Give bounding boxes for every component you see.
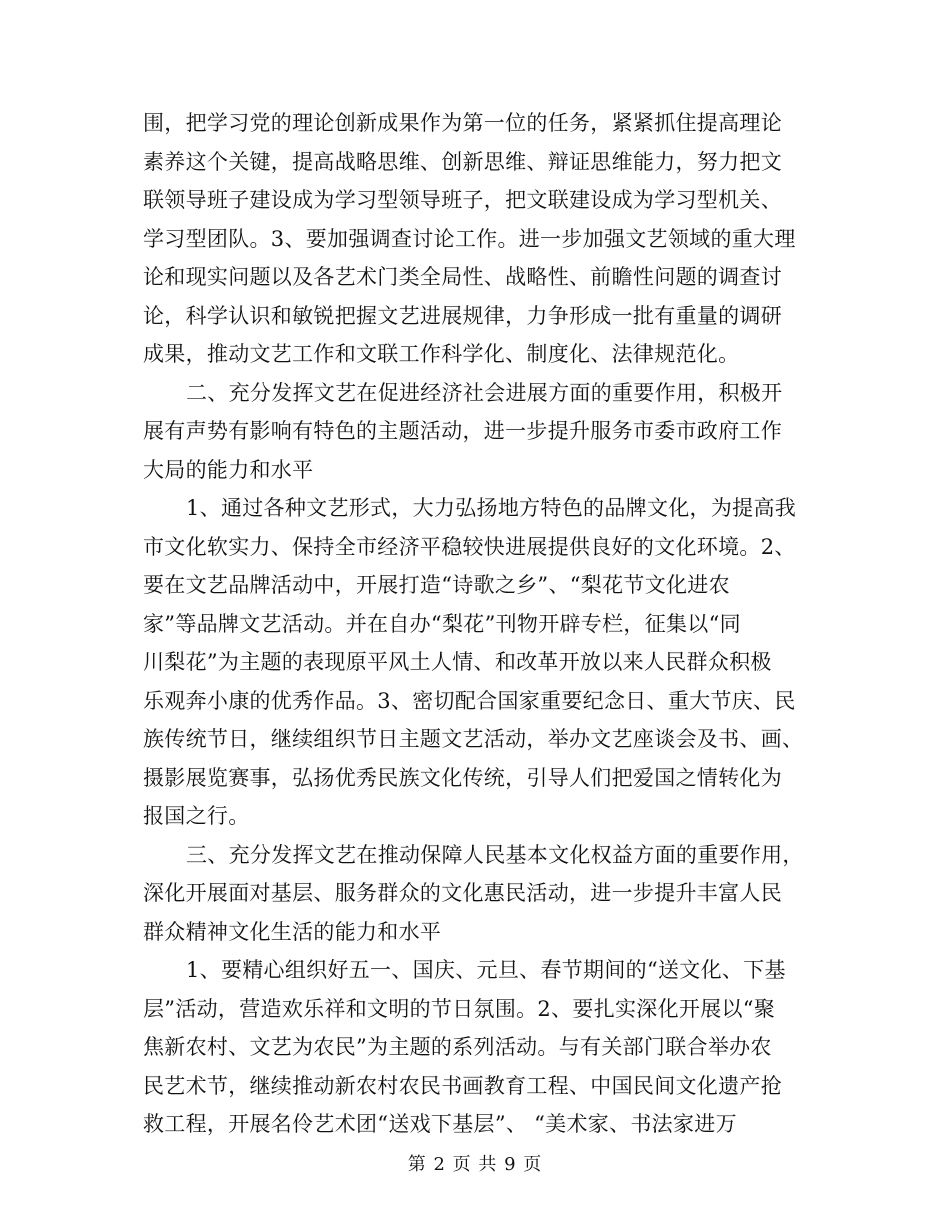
- section-heading-line: 三、充分发挥文艺在推动保障人民基本文化权益方面的重要作用，: [186, 842, 804, 867]
- section-heading-line: 展有声势有影响有特色的主题活动，进一步提升服务市委市政府工作: [143, 419, 782, 443]
- text-line: 族传统节日，继续组织节日主题文艺活动，举办文艺座谈会及书、画、: [143, 727, 804, 751]
- section-heading-line: 深化开展面对基层、服务群众的文化惠民活动，进一步提升丰富人民: [143, 881, 782, 905]
- section-heading-line: 大局的能力和水平: [143, 457, 314, 482]
- text-line: 素养这个关键，提高战略思维、创新思维、辩证思维能力，努力把文: [143, 149, 782, 174]
- text-line: 民艺术节，继续推动新农村农民书画教育工程、中国民间文化遗产抢: [143, 1073, 782, 1098]
- text-line: 层”活动，营造欢乐祥和文明的节日氛围。2、要扎实深化开展以“聚: [143, 996, 776, 1021]
- section-heading-line: 群众精神文化生活的能力和水平: [143, 919, 442, 944]
- text-line: 要在文艺品牌活动中，开展打造“诗歌之乡”、“梨花节文化进农: [143, 573, 730, 597]
- text-line: 乐观奔小康的优秀作品。3、密切配合国家重要纪念日、重大节庆、民: [143, 688, 796, 713]
- text-line: 救工程，开展名伶艺术团“送戏下基层”、 “美术家、书法家进万: [143, 1112, 737, 1136]
- text-line: 家”等品牌文艺活动。并在自办“梨花”刊物开辟专栏，征集以“同: [143, 611, 741, 636]
- text-line: 1、通过各种文艺形式，大力弘扬地方特色的品牌文化，为提高我: [186, 496, 797, 520]
- text-line: 摄影展览赛事，弘扬优秀民族文化传统，引导人们把爱国之情转化为: [143, 765, 782, 790]
- text-line: 市文化软实力、保持全市经济平稳较快进展提供良好的文化环境。2、: [143, 534, 796, 559]
- text-line: 联领导班子建设成为学习型领导班子，把文联建设成为学习型机关、: [143, 188, 782, 212]
- section-heading-line: 二、充分发挥文艺在促进经济社会进展方面的重要作用，积极开: [186, 380, 783, 405]
- text-line: 焦新农村、文艺为农民”为主题的系列活动。与有关部门联合举办农: [143, 1035, 772, 1059]
- page-number-footer: 第 2 页 共 9 页: [407, 1154, 543, 1175]
- text-line: 1、要精心组织好五一、国庆、元旦、春节期间的“送文化、下基: [186, 958, 786, 982]
- text-line: 围，把学习党的理论创新成果作为第一位的任务，紧紧抓住提高理论: [143, 111, 782, 135]
- text-line: 成果，推动文艺工作和文联工作科学化、制度化、法律规范化。: [143, 342, 740, 366]
- text-line: 论，科学认识和敏锐把握文艺进展规律，力争形成一批有重量的调研: [143, 303, 782, 328]
- text-line: 报国之行。: [143, 804, 250, 828]
- text-line: 论和现实问题以及各艺术门类全局性、战略性、前瞻性问题的调查讨: [143, 265, 782, 289]
- text-line: 学习型团队。3、要加强调查讨论工作。进一步加强文艺领域的重大理: [143, 226, 796, 251]
- text-line: 川梨花”为主题的表现原平风土人情、和改革开放以来人民群众积极: [143, 650, 772, 674]
